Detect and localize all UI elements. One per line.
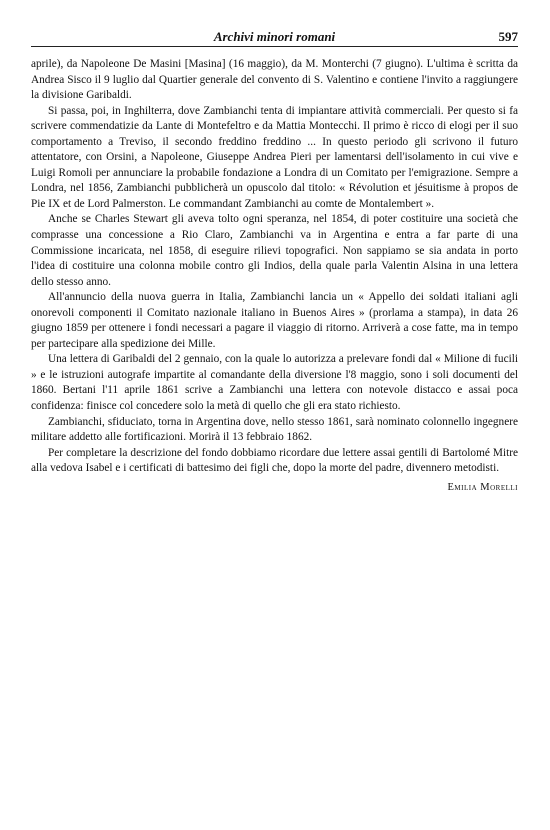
paragraph-continuation: aprile), da Napoleone De Masini [Masina] (16 maggio), da M. Monterchi (7 giugno). L'ultima è scritta da Andrea Sisco il 9 luglio dal Quartier generale del convento di S. Valentino e contiene l'invito a raggiungere la divisione Garibaldi.	[31, 58, 518, 102]
page-number: 597	[498, 29, 518, 44]
running-header	[31, 28, 518, 47]
article-body	[31, 57, 518, 495]
running-title: Archivi minori romani	[213, 29, 336, 44]
paragraph-england: Si passa, poi, in Inghilterra, dove Zambianchi tenta di impiantare attività commerciali. Per questo si fa scrivere commendatizie da Lante di Montefeltro e da Mattia Montecchi. Il primo è ricco di elogi per il suo comportamento a Treviso, il secondo freddino freddino ... In questo periodo gli scrivono il futuro attentatore, con Orsini, a Napoleone, Giuseppe Andrea Pieri per lamentarsi dell'isolamento in cui vive e Luigi Romoli per annunciare la probabile fondazione a Londra di un Comitato per l'emigrazione. Sempre a Londra, nel 1856, Zambianchi pubblicherà un opuscolo dal titolo: « Révolution et jésuitisme à propos de Pie IX et de Lord Palmerston. Le commandant Zambianchi au comte de Montalembert ».	[31, 104, 518, 210]
document-page	[31, 28, 518, 495]
paragraph-garibaldi-letter: Una lettera di Garibaldi del 2 gennaio, con la quale lo autorizza a prelevare fondi dal « Milione di fucili » e le istruzioni autografe impartite al comandante della diversione l'8 maggio, sono i soli documenti del 1860. Bertani l'11 aprile 1861 scrive a Zambianchi una lettera con notevole distacco e assai poca confidenza: finisce col concedere solo la metà di quello che gli era stato richiesto.	[31, 353, 518, 413]
paragraph-conclusion: Per completare la descrizione del fondo dobbiamo ricordare due lettere assai gentili di Bartolomé Mitre alla vedova Isabel e i certificati di battesimo dei figli che, dopo la morte del padre, divennero metodisti.	[31, 446, 518, 475]
author-signature: Emilia Morelli	[447, 481, 518, 493]
paragraph-argentina: Anche se Charles Stewart gli aveva tolto ogni speranza, nel 1854, di poter costituire una società che comprasse una concessione a Rio Claro, Zambianchi va in Argentina e entra a far parte di una Commissione incaricata, nel 1858, di eseguire rilievi topografici. Non sappiamo se sia andata in porto l'idea di costituire una colonna mobile contro gli Indios, della quale parla Valentin Alsina in una lettera dello stesso anno.	[31, 213, 518, 288]
paragraph-appeal: All'annuncio della nuova guerra in Italia, Zambianchi lancia un « Appello dei soldati italiani agli onorevoli componenti il Comitato nazionale italiano in Buenos Aires » (prorlama a stampa), in data 26 giugno 1859 per ottenere i fondi necessari a pagare il viaggio di ritorno. Arriverà a cose fatte, ma in tempo per partecipare alla spedizione dei Mille.	[31, 291, 518, 350]
paragraph-return-argentina: Zambianchi, sfiduciato, torna in Argentina dove, nello stesso 1861, sarà nominato colonnello ingegnere militare addetto alle fortificazioni. Morirà il 13 febbraio 1862.	[31, 415, 518, 444]
